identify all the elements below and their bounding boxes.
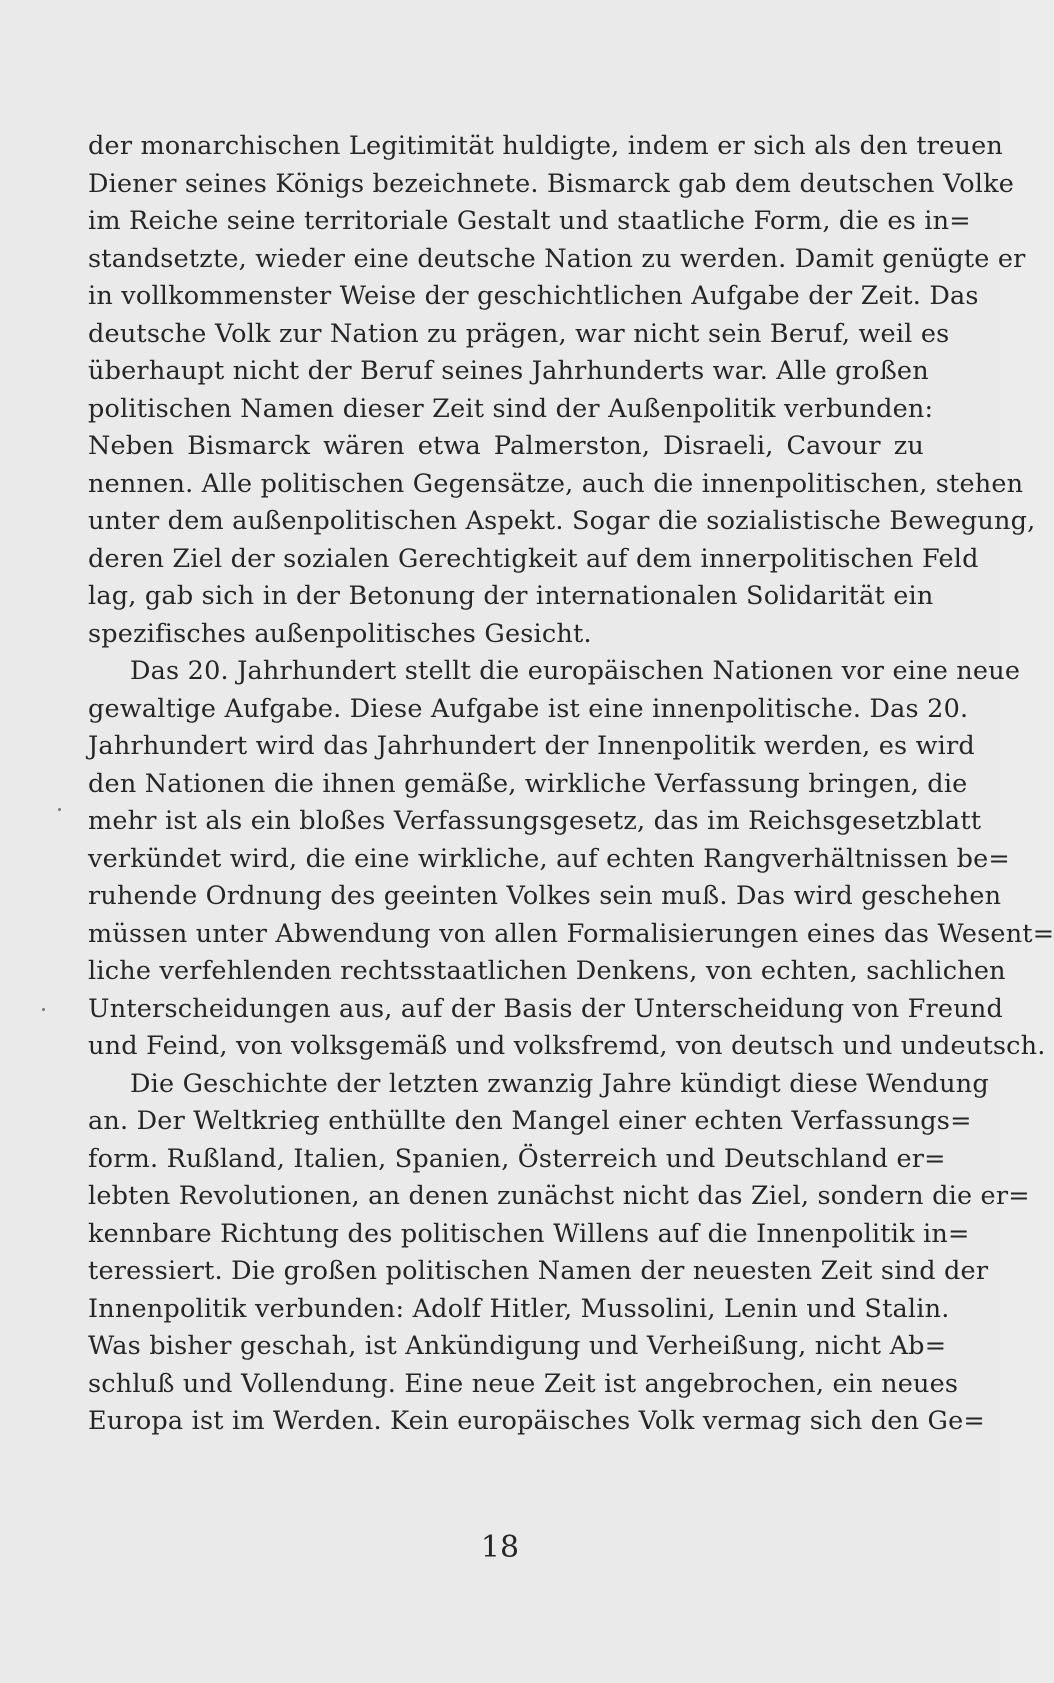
text-line: gewaltige Aufgabe. Diese Aufgabe ist eine innenpolitische. Das 20. xyxy=(88,693,969,724)
text-line: verkündet wird, die eine wirkliche, auf echten Rangverhältnissen be= xyxy=(88,843,1010,874)
text-line: form. Rußland, Italien, Spanien, Österreich und Deutschland er= xyxy=(88,1143,946,1174)
text-line: unter dem außenpolitischen Aspekt. Sogar die sozialistische Bewegung, xyxy=(88,506,1036,536)
text-line: den Nationen die ihnen gemäße, wirkliche Verfassung bringen, die xyxy=(88,768,968,799)
text-line: müssen unter Abwendung von allen Formalisierungen eines das Wesent= xyxy=(88,918,1054,949)
text-line: schluß und Vollendung. Eine neue Zeit ist angebrochen, ein neues xyxy=(88,1368,959,1399)
text-line: Neben Bismarck wären etwa Palmerston, Disraeli, Cavour zu xyxy=(88,431,924,461)
text-line: mehr ist als ein bloßes Verfassungsgesetz, das im Reichsgesetzblatt xyxy=(88,806,982,836)
text-line: im Reiche seine territoriale Gestalt und staatliche Form, die es in= xyxy=(88,206,971,236)
text-line: und Feind, von volksgemäß und volksfremd, von deutsch und undeutsch. xyxy=(88,1031,1046,1061)
text-line: ruhende Ordnung des geeinten Volkes sein muß. Das wird geschehen xyxy=(88,881,1002,911)
text-line: überhaupt nicht der Beruf seines Jahrhunderts war. Alle großen xyxy=(88,356,929,386)
body-text xyxy=(88,128,1054,1441)
text-line: Diener seines Königs bezeichnete. Bismarck gab dem deutschen Volke xyxy=(88,168,1015,199)
text-line: deutsche Volk zur Nation zu prägen, war nicht sein Beruf, weil es xyxy=(88,318,950,349)
text-line: standsetzte, wieder eine deutsche Nation zu werden. Damit genügte er xyxy=(88,243,1026,274)
text-line: lag, gab sich in der Betonung der internationalen Solidarität ein xyxy=(88,581,934,611)
text-line: Jahrhundert wird das Jahrhundert der Innenpolitik werden, es wird xyxy=(88,731,975,761)
text-line: Das 20. Jahrhundert stellt die europäischen Nationen vor eine neue xyxy=(130,656,1021,686)
margin-dot xyxy=(58,808,61,811)
text-line: in vollkommenster Weise der geschichtlichen Aufgabe der Zeit. Das xyxy=(88,281,979,311)
text-line: spezifisches außenpolitisches Gesicht. xyxy=(88,618,592,649)
page-number: 18 xyxy=(480,1530,520,1565)
text-line: deren Ziel der sozialen Gerechtigkeit auf dem innerpolitischen Feld xyxy=(88,543,979,574)
text-line: Unterscheidungen aus, auf der Basis der Unterscheidung von Freund xyxy=(88,993,1003,1024)
text-line: nennen. Alle politischen Gegensätze, auch die innenpolitischen, stehen xyxy=(88,468,1024,499)
text-line: teressiert. Die großen politischen Namen der neuesten Zeit sind der xyxy=(88,1256,989,1286)
text-line: liche verfehlenden rechtsstaatlichen Denkens, von echten, sachlichen xyxy=(88,956,1006,986)
text-line: Was bisher geschah, ist Ankündigung und Verheißung, nicht Ab= xyxy=(88,1331,947,1361)
text-line: der monarchischen Legitimität huldigte, indem er sich als den treuen xyxy=(88,131,1004,161)
text-line: politischen Namen dieser Zeit sind der Außenpolitik verbunden: xyxy=(88,393,934,424)
text-line: Die Geschichte der letzten zwanzig Jahre kündigt diese Wendung xyxy=(130,1068,989,1099)
text-line: lebten Revolutionen, an denen zunächst nicht das Ziel, sondern die er= xyxy=(88,1181,1030,1211)
text-line: kennbare Richtung des politischen Willens auf die Innenpolitik in= xyxy=(88,1218,970,1249)
text-line: an. Der Weltkrieg enthüllte den Mangel einer echten Verfassungs= xyxy=(88,1106,972,1136)
text-line: Innenpolitik verbunden: Adolf Hitler, Mussolini, Lenin und Stalin. xyxy=(88,1293,950,1324)
text-line: Europa ist im Werden. Kein europäisches Volk vermag sich den Ge= xyxy=(88,1406,985,1436)
margin-dot xyxy=(42,1008,45,1011)
